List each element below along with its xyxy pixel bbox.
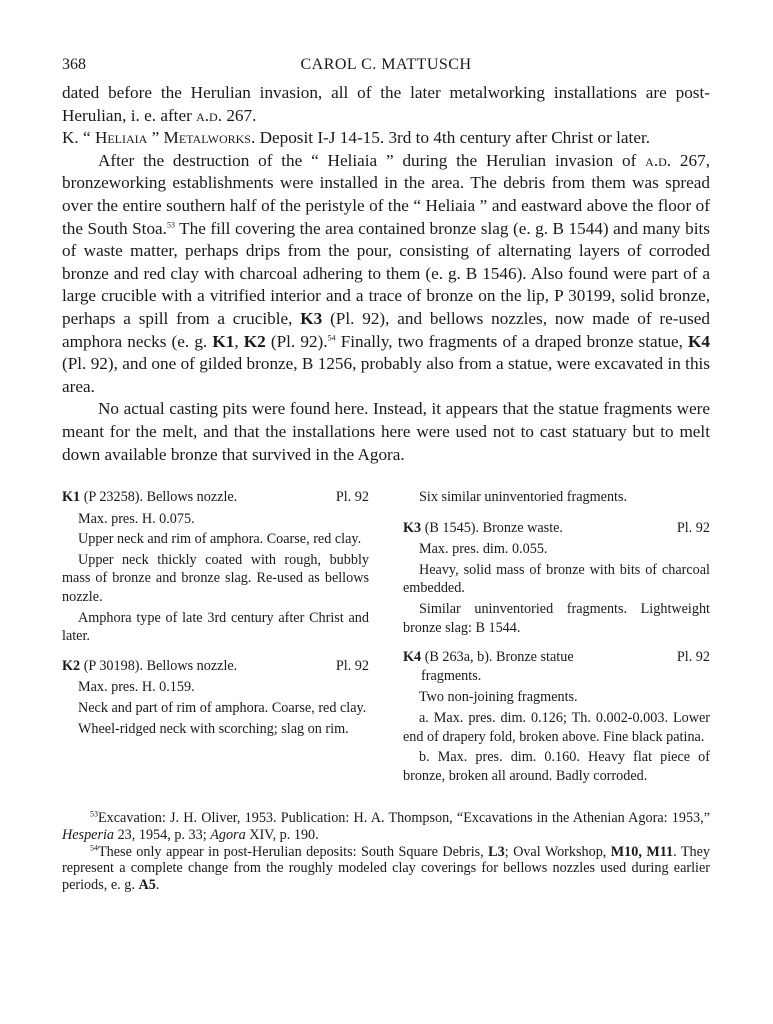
entry-line: Max. pres. H. 0.159. [78, 679, 195, 696]
footnote-53: $^{53}$Excavation: J. H. Oliver, 1953. Publication: H. A. Thompson, “Excavations in the Athenian Agora: 1953,” Hesperia 23, 1954, p. 33; Agora XIV, p. 190. [62, 809, 710, 843]
entry-line: Similar uninventoried fragments. Lightweight bronze slag: B 1544. [403, 601, 710, 636]
entry-head: K1 (P 23258). Bellows nozzle. Pl. 92 [62, 489, 369, 506]
entry-line: Upper neck and rim of amphora. Coarse, red clay. [78, 531, 362, 548]
page-number: 368 [62, 56, 86, 73]
entry-line: Heavy, solid mass of bronze with bits of charcoal embedded. [403, 561, 710, 597]
entry-head: K3 (B 1545). Bronze waste. Pl. 92 [403, 519, 710, 536]
entry-head: K2 (P 30198). Bellows nozzle. Pl. 92 [62, 657, 369, 674]
section-heading: K. “ Heliaia ” Metalworks. Deposit I-J 14-15. 3rd to 4th century after Christ or later. [62, 128, 651, 148]
catalogue-left-column [62, 488, 369, 796]
catalogue-ref-k1[interactable]: K1 [212, 331, 235, 351]
plate-ref: Pl. 92 [335, 657, 369, 674]
catalogue-entry-k1 [62, 488, 369, 646]
intro-paragraph: dated before the Herulian invasion, all of the later metalworking installations are post-Herulian, i. e. after a.d. 267. [62, 83, 710, 125]
body-text [62, 82, 710, 466]
entry-line: Six similar uninventoried fragments. [419, 489, 628, 506]
entry-id: K2 [62, 657, 81, 674]
entry-id: K3 [403, 519, 422, 536]
page [62, 56, 710, 893]
catalogue-entry-k3 [403, 519, 710, 638]
entry-head: K4 (B 263a, b). Bronze statue fragments. Pl. 92 [403, 649, 710, 684]
entry-id: K4 [403, 649, 422, 666]
catalogue-ref-k2[interactable]: K2 [243, 331, 266, 351]
plate-ref: Pl. 92 [676, 519, 710, 536]
plate-ref: Pl. 92 [335, 489, 369, 506]
entry-line: Neck and part of rim of amphora. Coarse, red clay. [78, 700, 367, 717]
footnote-54: $^{54}$These only appear in post-Herulian deposits: South Square Debris, L3; Oval Workshop, M10, M11. They represent a complete change from the roughly modeled clay coverings for bellows nozzles used during earlier periods, e. g. A5. [62, 842, 711, 893]
plate-ref: Pl. 92 [676, 649, 710, 666]
entry-line: b. Max. pres. dim. 0.160. Heavy flat piece of bronze, broken all around. Badly corroded. [403, 749, 710, 784]
running-author: CAROL C. MATTUSCH [300, 56, 472, 73]
catalogue-ref-k3[interactable]: K3 [300, 308, 323, 328]
catalogue-entry-k4 [403, 648, 710, 785]
catalogue-ref-k4[interactable]: K4 [688, 331, 711, 351]
entry-line: Amphora type of late 3rd century after Christ and later. [62, 609, 369, 645]
entry-line: a. Max. pres. dim. 0.126; Th. 0.002-0.003. Lower end of drapery fold, broken above. Fine black patina. [403, 710, 710, 745]
catalogue [62, 488, 710, 796]
entry-line: Two non-joining fragments. [419, 689, 578, 706]
entry-line: Max. pres. dim. 0.055. [419, 541, 548, 558]
entry-id: K1 [62, 489, 81, 506]
footnotes [62, 810, 710, 893]
footnote-ref-54[interactable]: 54 [327, 332, 336, 342]
entry-line: Wheel-ridged neck with scorching; slag on rim. [78, 720, 349, 737]
catalogue-right-column [403, 488, 710, 796]
running-header [62, 56, 710, 82]
entry-line: Max. pres. H. 0.075. [78, 510, 195, 527]
paragraph-2: No actual casting pits were found here. Instead, it appears that the statue fragments were meant for the melt, and that the installations here were used not to cast statuary but to melt down available bronze that survived in the Agora. [62, 399, 710, 464]
paragraph-1: After the destruction of the “ Heliaia ” during the Herulian invasion of a.d. 267, bronzeworking establishments were installed in the area. The debris from them was spread over the entire southern half of the peristyle of the “ Heliaia ” and eastward above the floor of the South Stoa.$^{53}$ The fill covering the area contained bronze slag (e. g. B 1544) and many bits of waste matter, perhaps drips from the pour, consisting of alternating layers of corroded bronze and red clay with charcoal adhering to them (e. g. B 1546). Also found were part of a large crucible with a vitrified interior and a trace of bronze on the lip, P 30199, solid bronze, perhaps a spill from a crucible, K3 (Pl. 92), and bellows nozzles, now made of re-used amphora necks (e. g. K1, K2 (Pl. 92).$^{54}$ Finally, two fragments of a draped bronze statue, K4 (Pl. 92), and one of gilded bronze, B 1256, probably also from a statue, were excavated in this area. [62, 150, 711, 396]
catalogue-entry-k2 [62, 657, 369, 738]
entry-line: Upper neck thickly coated with rough, bubbly mass of bronze and bronze slag. Re-used as bellows nozzle. [62, 551, 369, 606]
footnote-ref-53[interactable]: 53 [166, 219, 175, 229]
